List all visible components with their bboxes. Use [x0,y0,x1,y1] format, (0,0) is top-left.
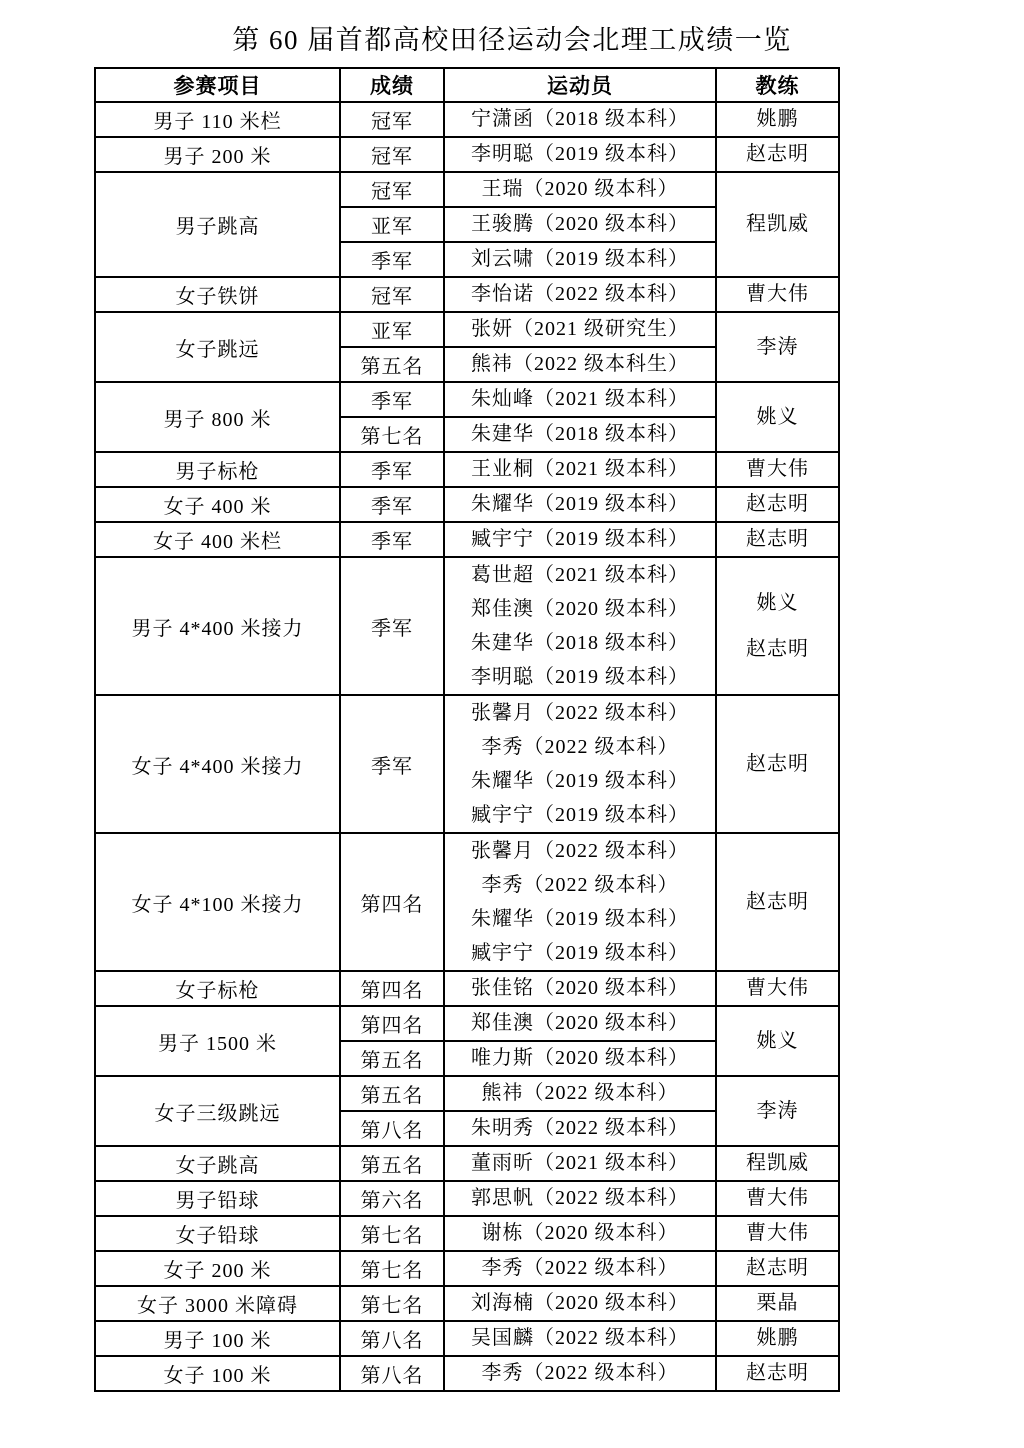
coach-cell [716,1146,839,1181]
coach-cell [716,1321,839,1356]
col-header-coach: 教练 [716,68,839,102]
coach-cell [716,1356,839,1391]
athlete-name: 郑佳澳（2020 级本科） [471,1012,689,1034]
athlete-cell [444,1321,716,1356]
result-rank-cell: 季军 [340,242,444,277]
coach-cell [716,172,839,277]
athlete-name: 臧宇宁（2019 级本科） [471,804,689,826]
coach-name: 李涛 [756,1099,799,1122]
coach-name: 栗晶 [756,1292,799,1314]
table-row [95,277,839,312]
athlete-name: 刘云啸（2019 级本科） [471,248,689,270]
table-row [95,1146,839,1181]
athlete-cell [444,1356,716,1391]
athlete-cell [444,557,716,695]
col-header-result: 成绩 [340,68,444,102]
table-row [95,382,839,417]
athlete-name: 王瑞（2020 级本科） [481,178,679,200]
athlete-cell [444,242,716,277]
coach-cell [716,277,839,312]
result-rank-cell: 季军 [340,487,444,522]
result-rank-cell: 冠军 [340,102,444,137]
athlete-name: 张馨月（2022 级本科） [471,840,689,862]
event-cell: 女子 4*400 米接力 [95,695,340,833]
event-cell: 男子 100 米 [95,1321,340,1356]
table-row [95,695,839,833]
event-cell: 女子铁饼 [95,277,340,312]
coach-name: 姚鹏 [756,1327,799,1349]
table-row [95,312,839,347]
result-rank-cell: 第八名 [340,1356,444,1391]
athlete-cell [444,1216,716,1251]
col-header-athlete: 运动员 [444,68,716,102]
athlete-name: 张妍（2021 级研究生） [471,318,689,340]
coach-name: 赵志明 [746,752,809,775]
result-rank-cell: 第五名 [340,347,444,382]
coach-cell [716,522,839,557]
result-rank-cell: 第七名 [340,1216,444,1251]
athlete-name: 朱灿峰（2021 级本科） [471,388,689,410]
coach-cell [716,695,839,833]
event-cell: 男子铅球 [95,1181,340,1216]
event-cell: 男子 110 米栏 [95,102,340,137]
athlete-name: 王业桐（2021 级本科） [471,458,689,480]
table-row [95,1076,839,1111]
result-rank-cell: 第五名 [340,1146,444,1181]
coach-name: 李涛 [756,335,799,358]
result-rank-cell: 第七名 [340,1251,444,1286]
athlete-cell [444,522,716,557]
athlete-name: 郑佳澳（2020 级本科） [471,598,689,620]
header-row [95,68,839,102]
table-row [95,1181,839,1216]
coach-name: 姚义 [756,592,799,614]
event-cell: 女子 100 米 [95,1356,340,1391]
coach-name: 曹大伟 [746,977,809,999]
coach-name: 赵志明 [746,638,809,660]
event-cell: 女子标枪 [95,971,340,1006]
result-rank-cell: 冠军 [340,172,444,207]
coach-name: 曹大伟 [746,283,809,305]
event-cell: 女子 200 米 [95,1251,340,1286]
coach-name: 曹大伟 [746,1187,809,1209]
event-cell: 女子 400 米栏 [95,522,340,557]
athlete-cell [444,1181,716,1216]
result-rank-cell: 季军 [340,557,444,695]
result-rank-cell: 第四名 [340,1006,444,1041]
table-row [95,1006,839,1041]
athlete-name: 李秀（2022 级本科） [481,874,679,896]
athlete-name: 臧宇宁（2019 级本科） [471,942,689,964]
athlete-cell [444,207,716,242]
event-cell: 男子 1500 米 [95,1006,340,1076]
results-table [94,67,840,1392]
athlete-cell [444,102,716,137]
coach-cell [716,452,839,487]
athlete-name: 朱耀华（2019 级本科） [471,493,689,515]
result-rank-cell: 亚军 [340,312,444,347]
event-cell: 女子三级跳远 [95,1076,340,1146]
athlete-name: 唯力斯（2020 级本科） [471,1047,689,1069]
result-rank-cell: 季军 [340,382,444,417]
athlete-name: 熊祎（2022 级本科生） [471,353,689,375]
athlete-name: 朱耀华（2019 级本科） [471,908,689,930]
athlete-cell [444,971,716,1006]
athlete-name: 张佳铭（2020 级本科） [471,977,689,999]
event-cell: 男子标枪 [95,452,340,487]
coach-cell [716,137,839,172]
table-row [95,1251,839,1286]
coach-cell [716,487,839,522]
athlete-cell [444,1111,716,1146]
event-cell: 女子跳远 [95,312,340,382]
coach-name: 赵志明 [746,890,809,913]
table-row [95,1286,839,1321]
athlete-name: 臧宇宁（2019 级本科） [471,528,689,550]
athlete-name: 李秀（2022 级本科） [481,1362,679,1384]
athlete-cell [444,1006,716,1041]
table-row [95,522,839,557]
athlete-cell [444,1041,716,1076]
coach-name: 姚鹏 [756,108,799,130]
result-rank-cell: 第八名 [340,1111,444,1146]
table-row [95,833,839,971]
athlete-cell [444,452,716,487]
coach-cell [716,971,839,1006]
table-row [95,137,839,172]
athlete-name: 李明聪（2019 级本科） [471,666,689,688]
table-row [95,172,839,207]
coach-name: 赵志明 [746,143,809,165]
event-cell: 男子 200 米 [95,137,340,172]
athlete-cell [444,1146,716,1181]
athlete-cell [444,1286,716,1321]
coach-name: 赵志明 [746,493,809,515]
table-row [95,1356,839,1391]
athlete-name: 朱明秀（2022 级本科） [471,1117,689,1139]
athlete-name: 朱建华（2018 级本科） [471,423,689,445]
athlete-name: 朱耀华（2019 级本科） [471,770,689,792]
event-cell: 男子 4*400 米接力 [95,557,340,695]
athlete-name: 谢栋（2020 级本科） [481,1222,679,1244]
coach-name: 曹大伟 [746,458,809,480]
athlete-cell [444,1251,716,1286]
table-row [95,1216,839,1251]
athlete-cell [444,1076,716,1111]
coach-cell [716,382,839,452]
coach-cell [716,1286,839,1321]
event-cell: 女子铅球 [95,1216,340,1251]
table-row [95,1321,839,1356]
coach-name: 赵志明 [746,1257,809,1279]
table-row [95,487,839,522]
coach-cell [716,1076,839,1146]
result-rank-cell: 季军 [340,452,444,487]
event-cell: 女子 3000 米障碍 [95,1286,340,1321]
coach-cell [716,1216,839,1251]
athlete-name: 王骏腾（2020 级本科） [471,213,689,235]
result-rank-cell: 第五名 [340,1076,444,1111]
athlete-cell [444,137,716,172]
athlete-name: 李明聪（2019 级本科） [471,143,689,165]
coach-cell [716,102,839,137]
athlete-name: 李怡诺（2022 级本科） [471,283,689,305]
athlete-name: 熊祎（2022 级本科） [481,1082,679,1104]
athlete-cell [444,347,716,382]
athlete-name: 葛世超（2021 级本科） [471,564,689,586]
result-rank-cell: 第七名 [340,1286,444,1321]
event-cell: 男子跳高 [95,172,340,277]
result-rank-cell: 第七名 [340,417,444,452]
athlete-name: 董雨昕（2021 级本科） [471,1152,689,1174]
result-rank-cell: 第五名 [340,1041,444,1076]
coach-cell [716,1251,839,1286]
coach-name: 赵志明 [746,1362,809,1384]
athlete-name: 吴国麟（2022 级本科） [471,1327,689,1349]
athlete-cell [444,277,716,312]
athlete-cell [444,382,716,417]
event-cell: 女子 4*100 米接力 [95,833,340,971]
result-rank-cell: 冠军 [340,137,444,172]
athlete-name: 李秀（2022 级本科） [481,1257,679,1279]
event-cell: 男子 800 米 [95,382,340,452]
table-row [95,971,839,1006]
athlete-name: 刘海楠（2020 级本科） [471,1292,689,1314]
result-rank-cell: 冠军 [340,277,444,312]
coach-cell [716,312,839,382]
athlete-name: 朱建华（2018 级本科） [471,632,689,654]
athlete-cell [444,695,716,833]
col-header-event: 参赛项目 [95,68,340,102]
result-rank-cell: 第四名 [340,971,444,1006]
coach-name: 赵志明 [746,528,809,550]
result-rank-cell: 季军 [340,522,444,557]
coach-cell [716,557,839,695]
coach-name: 曹大伟 [746,1222,809,1244]
result-rank-cell: 亚军 [340,207,444,242]
athlete-name: 郭思帆（2022 级本科） [471,1187,689,1209]
coach-name: 姚义 [756,1029,799,1052]
athlete-cell [444,312,716,347]
coach-name: 姚义 [756,405,799,428]
result-rank-cell: 第六名 [340,1181,444,1216]
result-rank-cell: 第四名 [340,833,444,971]
athlete-name: 宁潇函（2018 级本科） [471,108,689,130]
athlete-name: 张馨月（2022 级本科） [471,702,689,724]
athlete-name: 李秀（2022 级本科） [481,736,679,758]
coach-cell [716,1006,839,1076]
coach-cell [716,833,839,971]
athlete-cell [444,417,716,452]
table-row [95,557,839,695]
event-cell: 女子 400 米 [95,487,340,522]
coach-cell [716,1181,839,1216]
coach-name: 程凯威 [746,1152,809,1174]
athlete-cell [444,487,716,522]
event-cell: 女子跳高 [95,1146,340,1181]
result-rank-cell: 季军 [340,695,444,833]
athlete-cell [444,172,716,207]
athlete-cell [444,833,716,971]
table-row [95,102,839,137]
result-rank-cell: 第八名 [340,1321,444,1356]
page-title: 第 60 届首都高校田径运动会北理工成绩一览 [232,25,792,55]
coach-name: 程凯威 [746,213,809,235]
table-row [95,452,839,487]
